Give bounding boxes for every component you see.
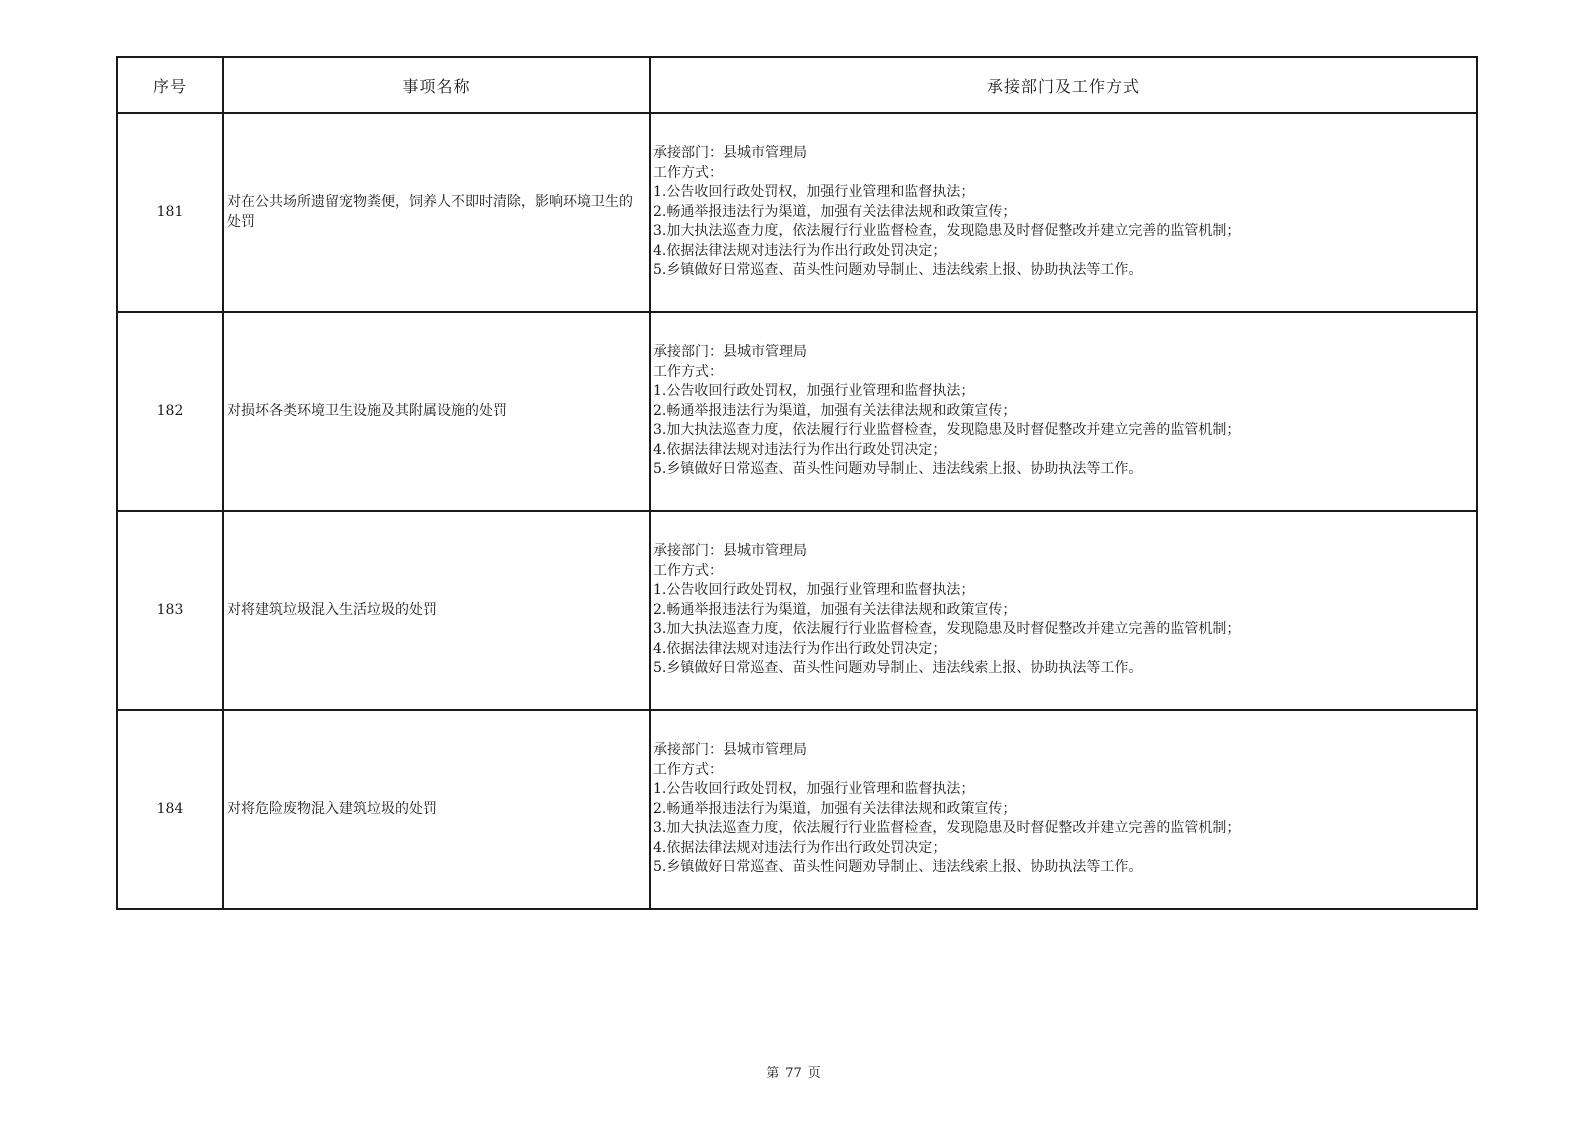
page-number: 77: [785, 1066, 802, 1081]
method-line: 承接部门：县城市管理局: [653, 344, 807, 361]
row-department-method: [650, 710, 1477, 909]
method-line: 1.公告收回行政处罚权，加强行业管理和监督执法；: [653, 383, 975, 400]
page-suffix: 页: [807, 1066, 821, 1081]
data-table: [116, 56, 1478, 910]
method-line: 3.加大执法巡查力度，依法履行行业监督检查，发现隐患及时督促整改并建立完善的监管机制；: [653, 422, 1241, 439]
row-seq: 182: [117, 312, 223, 511]
header-seq: 序号: [117, 57, 223, 113]
method-line: 5.乡镇做好日常巡查、苗头性问题劝导制止、违法线索上报、协助执法等工作。: [653, 461, 1143, 478]
method-line: 1.公告收回行政处罚权，加强行业管理和监督执法；: [653, 184, 975, 201]
method-line: 承接部门：县城市管理局: [653, 742, 807, 759]
table-body: [117, 113, 1477, 909]
method-line: 4.依据法律法规对违法行为作出行政处罚决定；: [653, 839, 947, 856]
row-item-name: 对将危险废物混入建筑垃圾的处罚: [223, 710, 650, 909]
header-department-method: 承接部门及工作方式: [650, 57, 1477, 113]
row-department-method: [650, 113, 1477, 312]
method-line: 工作方式：: [653, 164, 723, 181]
table-row: [117, 710, 1477, 909]
method-line: 2.畅通举报违法行为渠道，加强有关法律法规和政策宣传；: [653, 203, 1017, 220]
method-line: 2.畅通举报违法行为渠道，加强有关法律法规和政策宣传；: [653, 601, 1017, 618]
method-line: 4.依据法律法规对违法行为作出行政处罚决定；: [653, 640, 947, 657]
page-prefix: 第: [766, 1066, 780, 1081]
table-row: [117, 511, 1477, 710]
method-line: 工作方式：: [653, 363, 723, 380]
method-line: 3.加大执法巡查力度，依法履行行业监督检查，发现隐患及时督促整改并建立完善的监管机制；: [653, 621, 1241, 638]
table-row: [117, 113, 1477, 312]
header-row: [117, 57, 1477, 113]
header-item-name: 事项名称: [223, 57, 650, 113]
method-line: 4.依据法律法规对违法行为作出行政处罚决定；: [653, 242, 947, 259]
row-item-name: 对在公共场所遗留宠物粪便，饲养人不即时清除，影响环境卫生的处罚: [223, 113, 650, 312]
row-item-name: 对损坏各类环境卫生设施及其附属设施的处罚: [223, 312, 650, 511]
row-seq: 184: [117, 710, 223, 909]
method-line: 2.畅通举报违法行为渠道，加强有关法律法规和政策宣传；: [653, 800, 1017, 817]
method-line: 3.加大执法巡查力度，依法履行行业监督检查，发现隐患及时督促整改并建立完善的监管机制；: [653, 223, 1241, 240]
method-line: 1.公告收回行政处罚权，加强行业管理和监督执法；: [653, 582, 975, 599]
method-line: 5.乡镇做好日常巡查、苗头性问题劝导制止、违法线索上报、协助执法等工作。: [653, 660, 1143, 677]
method-line: 5.乡镇做好日常巡查、苗头性问题劝导制止、违法线索上报、协助执法等工作。: [653, 859, 1143, 876]
method-line: 承接部门：县城市管理局: [653, 145, 807, 162]
row-department-method: [650, 312, 1477, 511]
method-line: 2.畅通举报违法行为渠道，加强有关法律法规和政策宣传；: [653, 402, 1017, 419]
page-footer: [0, 1062, 1587, 1081]
method-line: 3.加大执法巡查力度，依法履行行业监督检查，发现隐患及时督促整改并建立完善的监管机制；: [653, 820, 1241, 837]
method-line: 工作方式：: [653, 761, 723, 778]
method-line: 承接部门：县城市管理局: [653, 543, 807, 560]
method-line: 4.依据法律法规对违法行为作出行政处罚决定；: [653, 441, 947, 458]
table-row: [117, 312, 1477, 511]
row-seq: 181: [117, 113, 223, 312]
row-item-name: 对将建筑垃圾混入生活垃圾的处罚: [223, 511, 650, 710]
row-seq: 183: [117, 511, 223, 710]
method-line: 1.公告收回行政处罚权，加强行业管理和监督执法；: [653, 781, 975, 798]
method-line: 工作方式：: [653, 562, 723, 579]
table-header: [117, 57, 1477, 113]
row-department-method: [650, 511, 1477, 710]
method-line: 5.乡镇做好日常巡查、苗头性问题劝导制止、违法线索上报、协助执法等工作。: [653, 262, 1143, 279]
